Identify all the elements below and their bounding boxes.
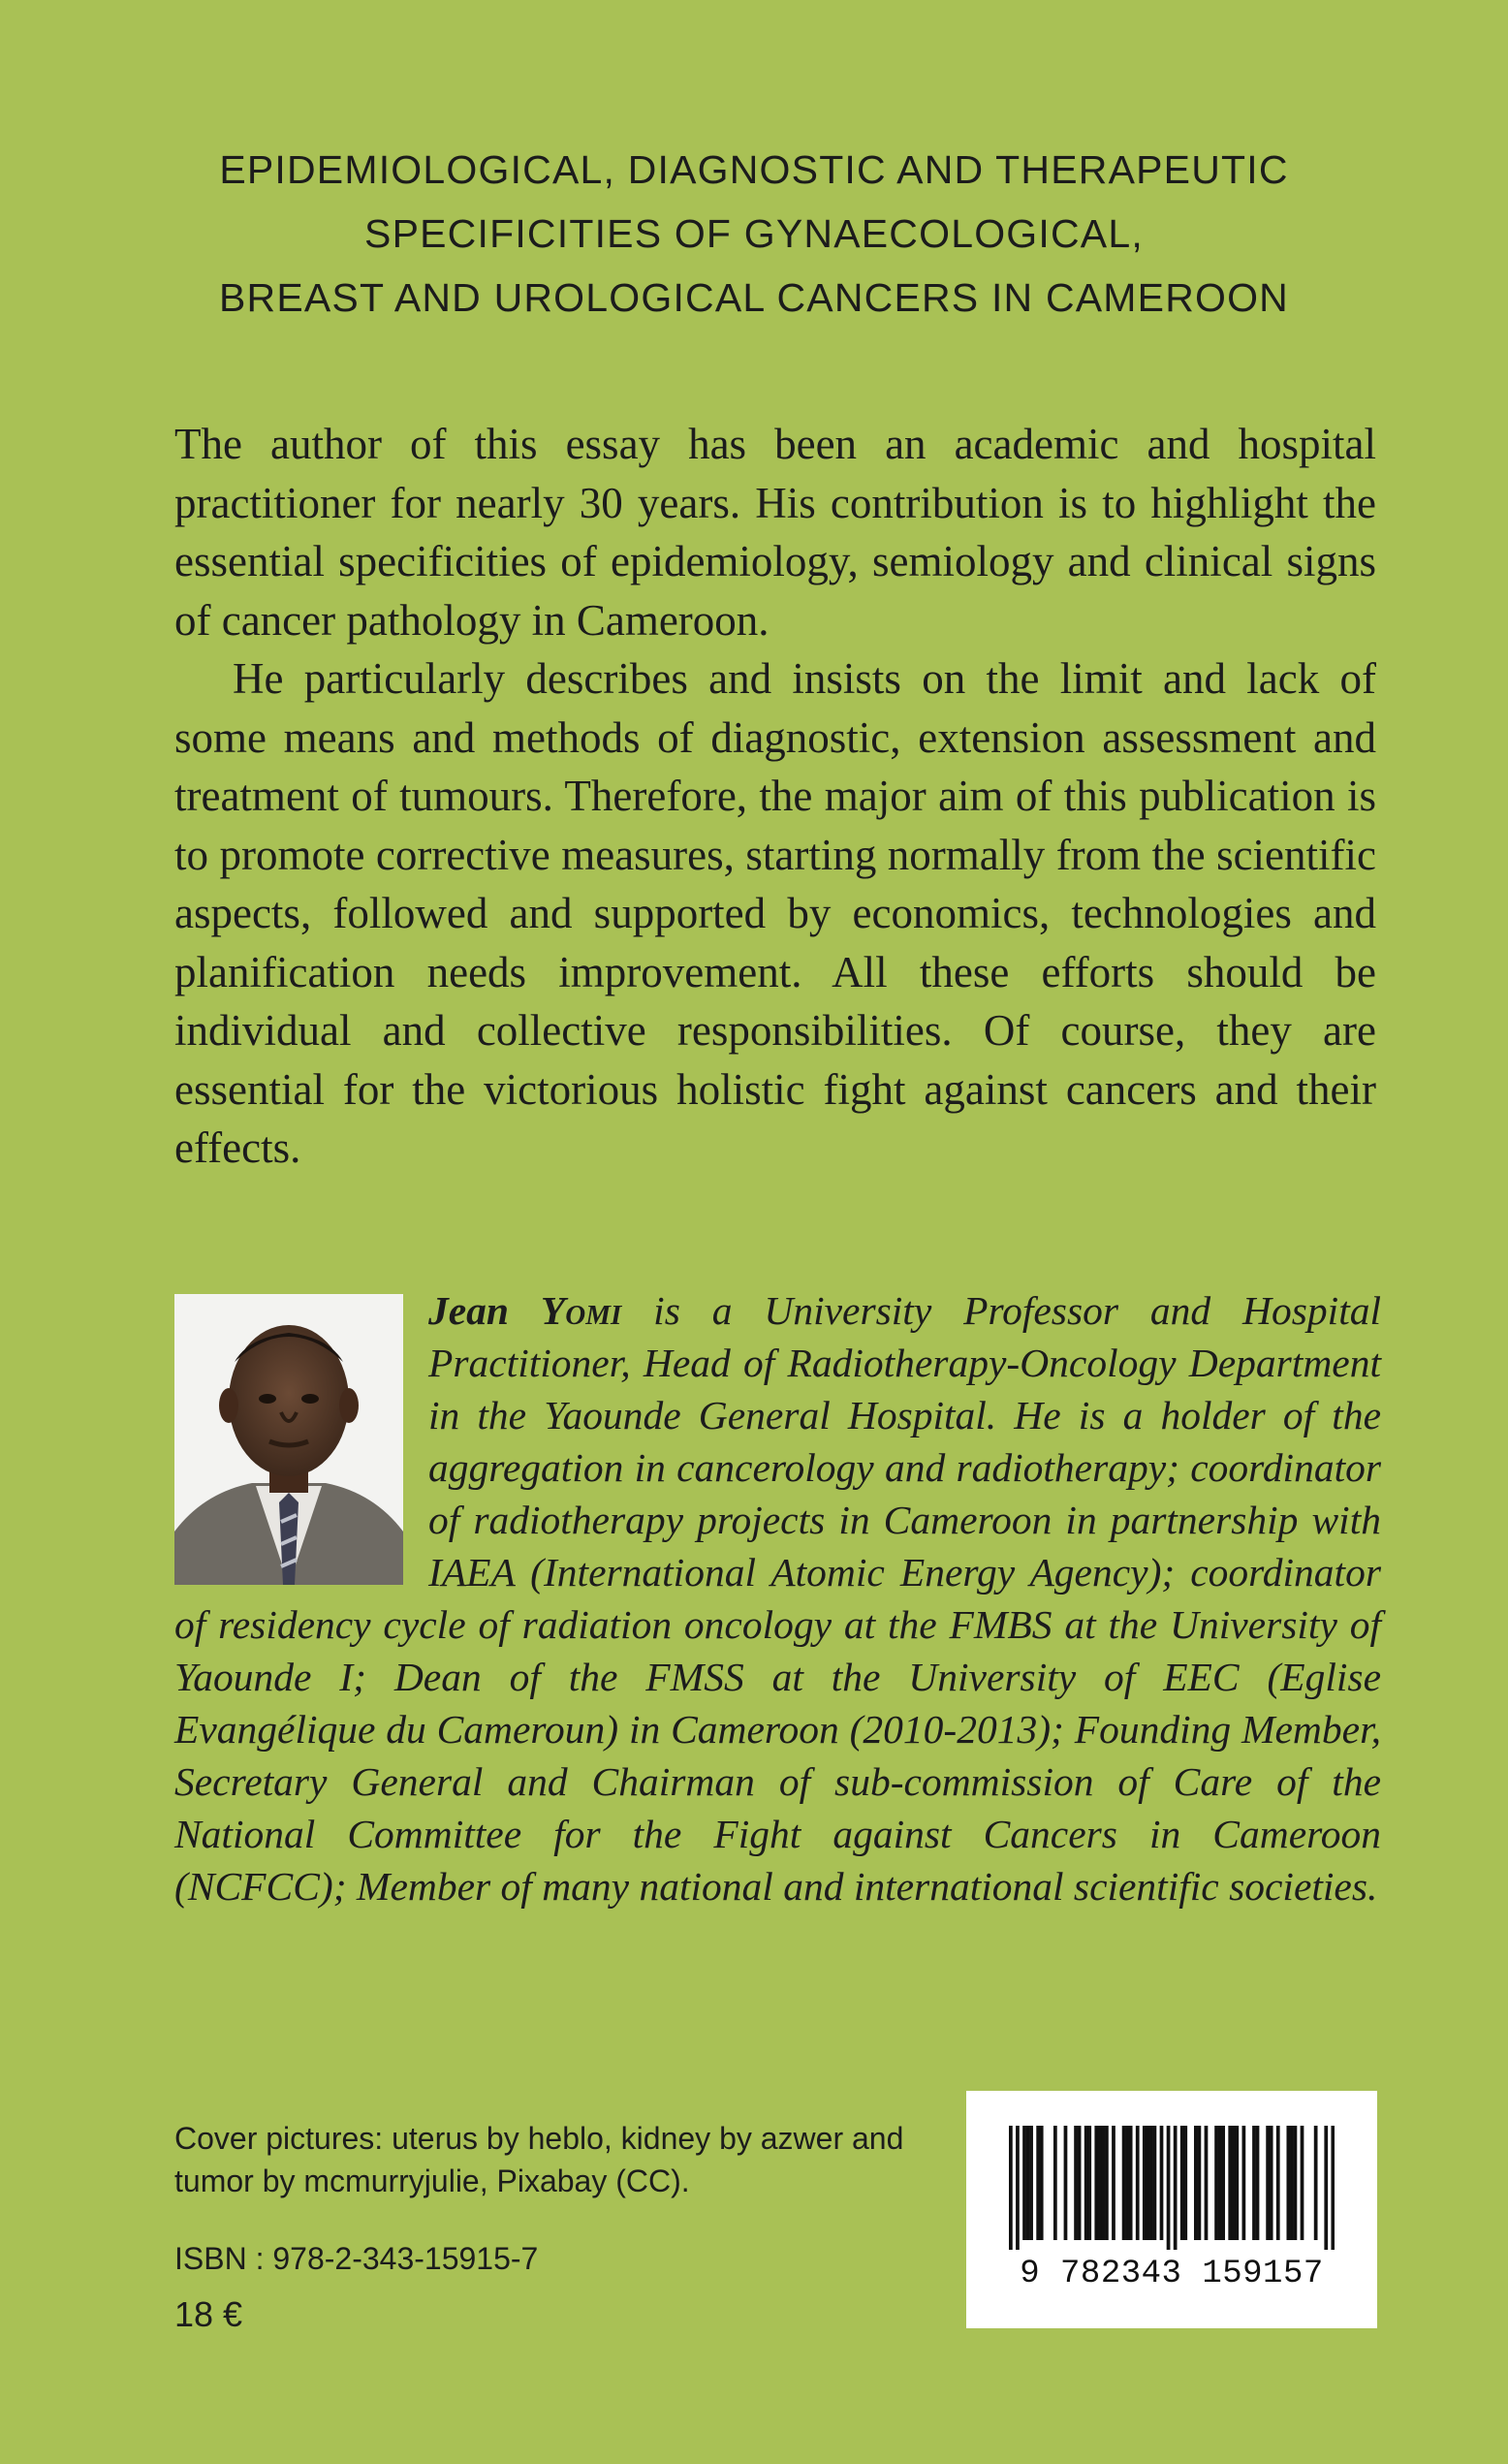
barcode-bar xyxy=(1167,2126,1171,2250)
barcode-bar xyxy=(1094,2126,1098,2240)
barcode-bar xyxy=(1286,2126,1290,2240)
barcode-bar xyxy=(1174,2126,1178,2250)
author-first-name: Jean xyxy=(428,1288,509,1333)
barcode xyxy=(966,2091,1377,2328)
barcode-bar xyxy=(1078,2126,1082,2240)
barcode-bar xyxy=(1053,2126,1057,2240)
summary-paragraph-1: The author of this essay has been an academic and hospital practitioner for nearly 30 years. His contribution is to highlight the essential specificities of epidemiology, semiology and clinical signs of cancer pathology in Cameroon. xyxy=(174,420,1376,645)
barcode-bar xyxy=(1194,2126,1198,2240)
barcode-bar xyxy=(1276,2126,1280,2240)
price: 18 € xyxy=(174,2294,243,2334)
photo-spacer xyxy=(174,1284,428,1596)
barcode-bar xyxy=(1214,2126,1218,2240)
barcode-bar xyxy=(1149,2126,1153,2240)
summary-paragraph-2: He particularly describes and insists on the limit and lack of some means and methods of diagnostic, extension assessment and treatment of tumours. Therefore, the major aim of this publication is to promote corrective measures, starting normally from the scientific aspects, followed and supported by economics, technologies and planification needs improvement. All these efforts should be individual and collective responsibilities. Of course, they are essential for the victorious holistic fight against cancers and their effects. xyxy=(174,654,1376,1172)
barcode-bar xyxy=(1029,2126,1033,2240)
barcode-bar xyxy=(1087,2126,1091,2240)
isbn: ISBN : 978-2-343-15915-7 xyxy=(174,2241,539,2276)
barcode-bar xyxy=(1183,2126,1187,2240)
barcode-bar xyxy=(1242,2126,1246,2240)
barcode-bar xyxy=(1009,2126,1013,2250)
barcode-bar xyxy=(1074,2126,1078,2240)
barcode-bar xyxy=(1160,2126,1164,2240)
barcode-bar xyxy=(1136,2126,1140,2240)
barcode-bar xyxy=(1098,2126,1102,2240)
barcode-bar xyxy=(1218,2126,1222,2240)
barcode-bar xyxy=(1266,2126,1270,2240)
barcode-bar xyxy=(1270,2126,1273,2240)
barcode-bar xyxy=(1205,2126,1209,2240)
barcode-bar xyxy=(1064,2126,1068,2240)
barcode-bar xyxy=(1105,2126,1109,2240)
title-line-2: SPECIFICITIES OF GYNAECOLOGICAL, xyxy=(364,211,1144,256)
barcode-bar xyxy=(1221,2126,1225,2240)
barcode-bar xyxy=(1125,2126,1129,2240)
barcode-bar xyxy=(1331,2126,1335,2250)
barcode-bar xyxy=(1232,2126,1236,2240)
barcode-bar xyxy=(1301,2126,1304,2240)
barcode-bar xyxy=(1040,2126,1044,2240)
title-line-3: BREAST AND UROLOGICAL CANCERS IN CAMEROON xyxy=(218,275,1289,320)
barcode-bar xyxy=(1314,2126,1318,2240)
title-line-1: EPIDEMIOLOGICAL, DIAGNOSTIC AND THERAPEUTIC xyxy=(219,147,1289,192)
barcode-bar xyxy=(1324,2126,1328,2250)
barcode-bar xyxy=(1016,2126,1020,2250)
barcode-bars xyxy=(1009,2126,1335,2250)
barcode-bar xyxy=(1036,2126,1040,2240)
author-last-name: Yomi xyxy=(540,1288,622,1333)
barcode-bar xyxy=(1084,2126,1088,2240)
author-name xyxy=(428,1288,621,1333)
barcode-bar xyxy=(1143,2126,1147,2240)
barcode-bar xyxy=(1252,2126,1256,2240)
barcode-bar xyxy=(1294,2126,1298,2240)
barcode-bar xyxy=(1198,2126,1202,2240)
author-bio xyxy=(174,1284,1381,1912)
barcode-bar xyxy=(1235,2126,1239,2240)
barcode-bar xyxy=(1153,2126,1157,2240)
barcode-bar xyxy=(1129,2126,1133,2240)
barcode-bar xyxy=(1146,2126,1149,2240)
barcode-bar xyxy=(1101,2126,1105,2240)
barcode-bar xyxy=(1180,2126,1184,2240)
barcode-bar xyxy=(1122,2126,1126,2240)
barcode-digits: 9 782343 159157 xyxy=(1020,2256,1324,2292)
book-title xyxy=(174,138,1334,330)
barcode-bar xyxy=(1256,2126,1260,2240)
author-bio-text: is a University Professor and Hospital Practitioner, Head of Radiotherapy-Oncology Department in the Yaounde General Hospital. He is a holder of the aggregation in cancerology and radiotherapy; coordinator of radiotherapy projects in Cameroon in partnership with IAEA (International Atomic Energy Agency); coordinator of residency cycle of radiation oncology at the FMBS at the University of Yaounde I; Dean of the FMSS at the University of EEC (Eglise Evangélique du Cameroun) in Cameroon (2010-2013); Founding Member, Secretary General and Chairman of sub-commission of Care of the National Committee for the Fight against Cancers in Cameroon (NCFCC); Member of many national and international scientific societies. xyxy=(174,1288,1382,1909)
cover-credits: Cover pictures: uterus by heblo, kidney by azwer and tumor by mcmurryjulie, Pixabay (CC). xyxy=(174,2121,904,2198)
barcode-bar xyxy=(1112,2126,1115,2240)
barcode-bar xyxy=(1290,2126,1294,2240)
barcode-bar xyxy=(1026,2126,1030,2240)
book-summary xyxy=(174,415,1376,1178)
barcode-bar xyxy=(1022,2126,1026,2240)
barcode-bar xyxy=(1228,2126,1232,2240)
